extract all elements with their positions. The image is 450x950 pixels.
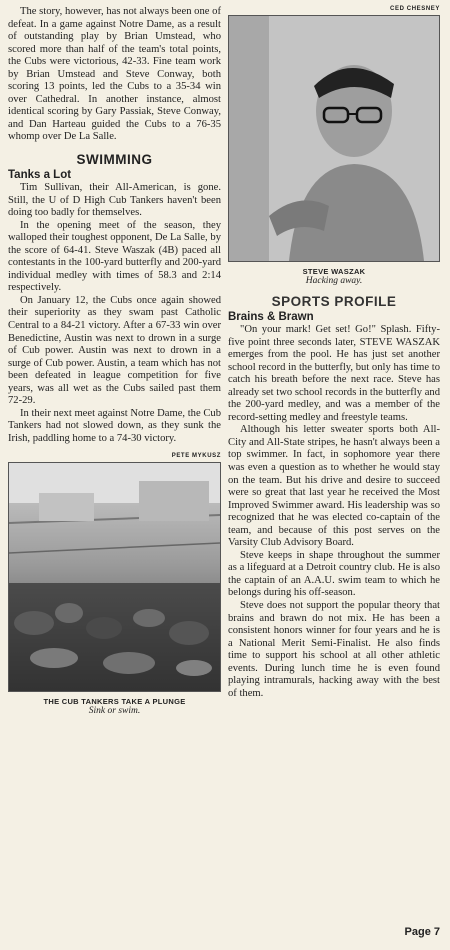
photo-credit-mykusz: PETE MYKUSZ [171, 452, 221, 459]
swimming-paragraph: On January 12, the Cubs once again showed their superiority as they swam past Catholic Central to a 84-21 victory. After a 67-33 win over Benedictine, Austin was next to drown in a surge of Cub power. Austin was next to drown in a surge of Cub power. Austin, a team which has not been defeated in league competition for five years, was all wet as the Cubs sailed past them 72-29. [8, 294, 221, 407]
sports-profile-subhead: Brains & Brawn [228, 311, 314, 323]
swimming-paragraph: Tim Sullivan, their All-American, is gone. Still, the U of D High Cub Tankers haven't been doing too badly for themselves. [8, 182, 221, 219]
portrait-graphic [229, 16, 439, 261]
sports-profile-title: SPORTS PROFILE [271, 294, 397, 309]
steve-waszak-photo [228, 15, 440, 262]
profile-paragraph: Although his letter sweater sports both All-City and All-State stripes, he hasn't always been a top swimmer. In fact, in sophomore year there was even a question as to whether he would stay on the team. But his drive and desire to succeed were so great that last year he received the Most Improved Swimmer award. His leadership was so recognized that he was elected co-captain of the team, and because of this post serves on the Varsity Club Advisory Board. [228, 424, 440, 549]
left-column [8, 6, 221, 716]
swimming-subhead: Tanks a Lot [8, 169, 72, 182]
page-number: Page 7 [404, 926, 440, 938]
steve-waszak-caption: STEVE WASZAK [302, 267, 366, 276]
steve-waszak-caption-sub: Hacking away. [305, 276, 363, 286]
pool-scene-graphic [9, 463, 220, 691]
cub-tankers-caption: THE CUB TANKERS TAKE A PLUNGE [43, 696, 186, 706]
right-column [228, 6, 440, 700]
cub-tankers-caption-sub: Sink or swim. [88, 705, 141, 716]
swimming-section-title: SWIMMING [76, 152, 153, 168]
cub-tankers-photo [8, 462, 221, 692]
basketball-story-paragraph: The story, however, has not always been one of defeat. In a game against Notre Dame, as a result of outstanding play by Brian Umstead, who scored more than half of the team's total points, the Cubs were victorious, 42-33. Fine team work by Brian Umstead and Steve Conway, both scoring 13 points, led the Cubs to a 35-34 win over Cathedral. In another instance, almost identical scoring by Gary Passiak, Steve Conway, and Dan Harteau guided the Cubs to a 76-35 whomp over De La Salle. [8, 6, 221, 143]
profile-paragraph: Steve does not support the popular theory that brains and brawn do not mix. He has been a consistent honors winner for four years and he is a National Merit Semi-Finalist. He also finds time to support his school at all other athletic events. During lunch time he is even found playing intramurals, hacking away with the best of them. [228, 600, 440, 699]
profile-paragraph: "On your mark! Get set! Go!" Splash. Fifty-five point three seconds later, STEVE WASZAK emerges from the pool. He has just set another school record in the butterfly, but only has time to catch his breath before the next race. Steve has already set two school records in the butterfly and the 200-yard medley, and was a member of the record-setting medley and freestyle teams. [228, 324, 440, 423]
swimming-paragraph: In their next meet against Notre Dame, the Cub Tankers had not slowed down, as they sunk the Irish, paddling home to a 74-30 victory. [8, 407, 221, 444]
photo-credit-chesney: CED CHESNEY [390, 6, 440, 12]
profile-paragraph: Steve keeps in shape throughout the summer as a lifeguard at a Detroit country club. He is also the captain of an A.A.U. swim team to which he belongs during his off-season. [228, 549, 440, 599]
swimming-paragraph: In the opening meet of the season, they walloped their toughest opponent, De La Salle, by the score of 64-41. Steve Waszak (4B) paced all contestants in the 100-yard butterfly and 200-yard individual medley with times of 58.3 and 2:14 respectively. [8, 219, 221, 294]
